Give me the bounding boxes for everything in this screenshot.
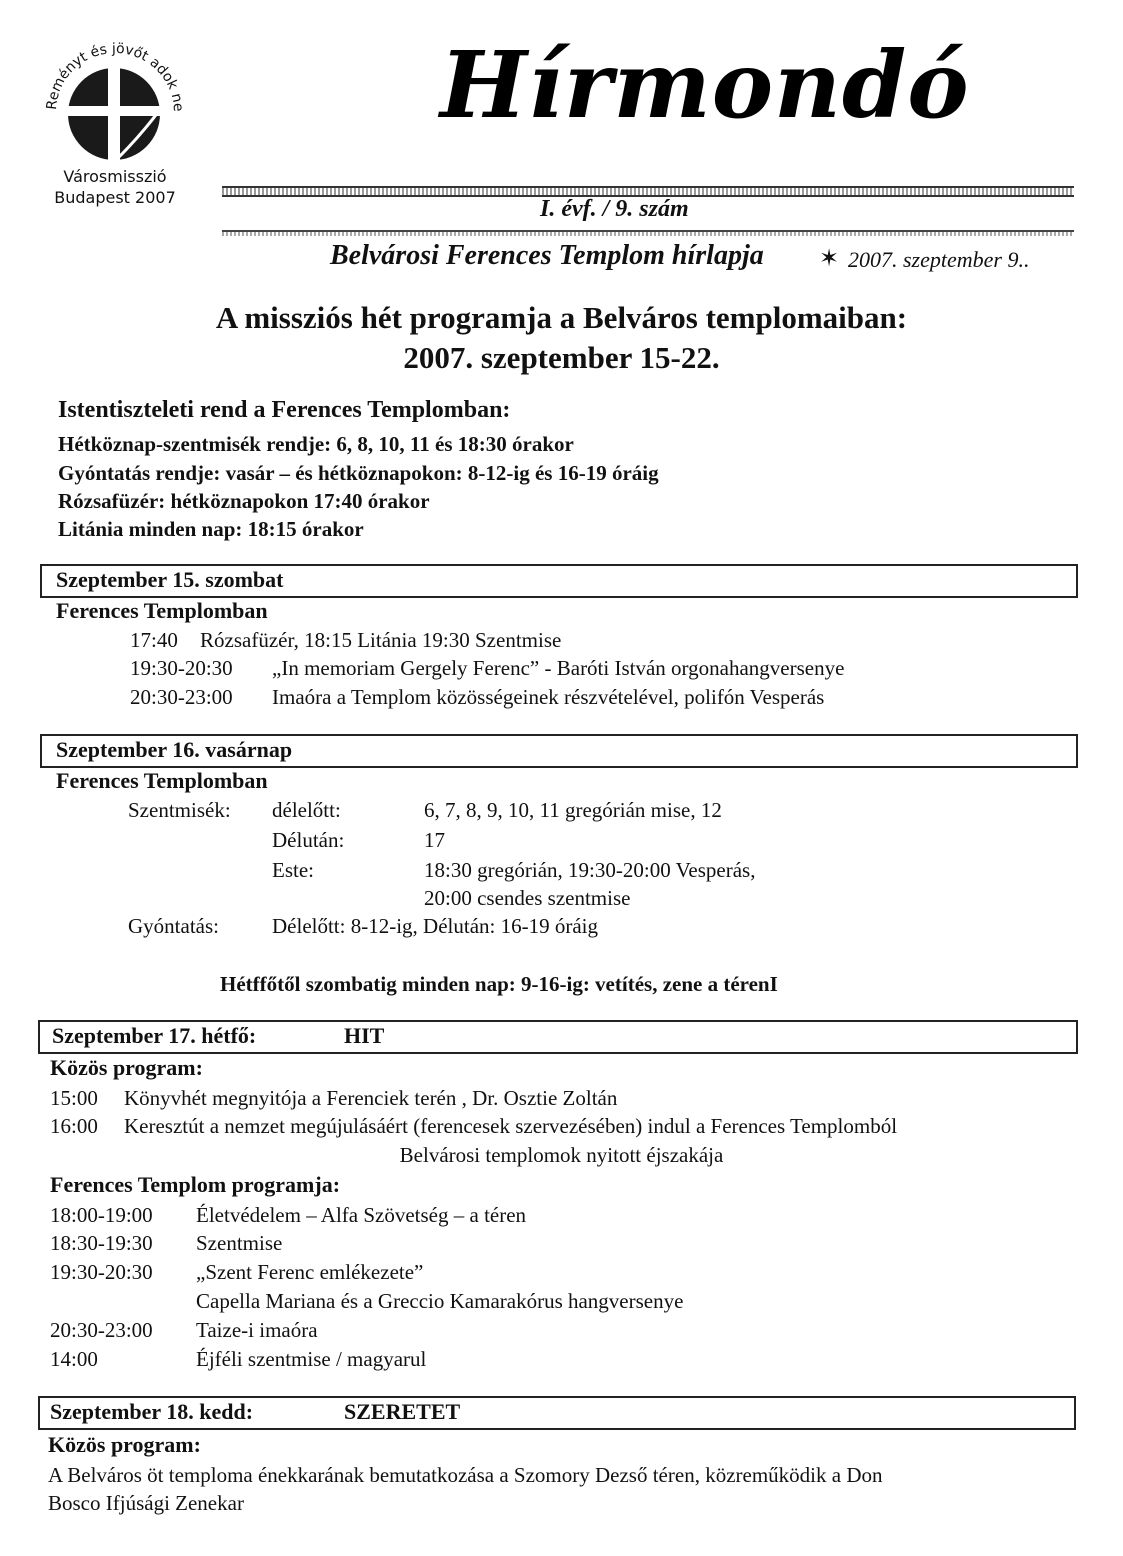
schedule-text: Capella Mariana és a Greccio Kamarakórus hangversenye: [196, 1289, 684, 1313]
issue-date: 2007. szeptember 9..: [848, 247, 1030, 272]
masses-label: Szentmisék:: [128, 798, 231, 822]
regular-heading: Istentiszteleti rend a Ferences Templomban:: [58, 397, 511, 423]
schedule-text: Rózsafüzér, 18:15 Litánia 19:30 Szentmise: [200, 628, 562, 652]
schedule-text: Életvédelem – Alfa Szövetség – a téren: [196, 1203, 527, 1227]
schedule-time: 15:00: [50, 1086, 98, 1110]
masthead-rule-bottom: [222, 230, 1074, 236]
logo-city-year: Budapest 2007: [54, 188, 176, 207]
regular-line: Rózsafüzér: hétköznapokon 17:40 órakor: [58, 489, 430, 513]
night-note: Belvárosi templomok nyitott éjszakája: [399, 1143, 724, 1167]
mass-times: 17: [424, 828, 445, 852]
day-theme: SZERETET: [344, 1399, 461, 1424]
mass-period: Este:: [272, 858, 314, 882]
schedule-time: 19:30-20:30: [50, 1260, 153, 1284]
logo-cross-globe-icon: [38, 18, 188, 178]
schedule-time: 20:30-23:00: [50, 1318, 153, 1342]
day-title: Szeptember 16. vasárnap: [56, 737, 293, 762]
schedule-text: „In memoriam Gergely Ferenc” - Baróti István orgonahangversenye: [272, 656, 845, 680]
schedule-time: 19:30-20:30: [130, 656, 233, 680]
schedule-text: „Szent Ferenc emlékezete”: [196, 1260, 424, 1284]
regular-line: Gyóntatás rendje: vasár – és hétköznapokon: 8-12-ig és 16-19 óráig: [58, 461, 659, 485]
day-title: Szeptember 15. szombat: [56, 567, 284, 592]
schedule-time: 18:30-19:30: [50, 1231, 153, 1255]
confession-times: Délelőtt: 8-12-ig, Délután: 16-19 óráig: [272, 914, 599, 938]
confession-label: Gyóntatás:: [128, 914, 219, 938]
star-icon: ✶: [819, 246, 840, 272]
day-title: Szeptember 17. hétfő:: [52, 1023, 257, 1048]
day-title: Szeptember 18. kedd:: [50, 1399, 254, 1424]
regular-line: Litánia minden nap: 18:15 órakor: [58, 517, 364, 541]
schedule-time: 17:40: [130, 628, 178, 652]
common-program-label: Közös program:: [48, 1432, 201, 1457]
issue-number: I. évf. / 9. szám: [540, 196, 689, 222]
schedule-time: 16:00: [50, 1114, 98, 1138]
day-header-sep17: [38, 1020, 1078, 1054]
schedule-time: 14:00: [50, 1347, 98, 1371]
logo-caption: [40, 166, 190, 208]
weekly-note: Hétffőtől szombatig minden nap: 9-16-ig: vetítés, zene a térenI: [220, 972, 778, 996]
mass-times: 6, 7, 8, 9, 10, 11 gregórián mise, 12: [424, 798, 722, 822]
schedule-time: 18:00-19:00: [50, 1203, 153, 1227]
masthead-title: Hírmondó: [440, 31, 970, 139]
schedule-text: Könyvhét megnyitója a Ferenciek terén , Dr. Osztie Zoltán: [124, 1086, 618, 1110]
common-program-label: Közös program:: [50, 1055, 203, 1080]
program-description: Bosco Ifjúsági Zenekar: [48, 1491, 244, 1515]
logo-org: Városmisszió: [63, 167, 167, 186]
mass-period: Délután:: [272, 828, 345, 852]
mass-times: 18:30 gregórián, 19:30-20:00 Vesperás,: [424, 858, 756, 882]
program-description: A Belváros öt temploma énekkarának bemutatkozása a Szomory Dezső téren, közreműködik a Don: [48, 1463, 883, 1487]
schedule-text: Imaóra a Templom közösségeinek részvételével, polifón Vesperás: [272, 685, 825, 709]
schedule-text: Szentmise: [196, 1231, 283, 1255]
headline-line1: A missziós hét programja a Belváros templomaiban:: [215, 300, 908, 335]
day-header-sep16: [40, 734, 1078, 768]
schedule-time: 20:30-23:00: [130, 685, 233, 709]
masthead-subtitle: Belvárosi Ferences Templom hírlapja: [330, 240, 764, 271]
schedule-text: Keresztút a nemzet megújulásáért (ferencesek szervezésében) indul a Ferences Templomból: [124, 1114, 898, 1138]
day-theme: HIT: [344, 1023, 385, 1048]
place-label: Ferences Templomban: [56, 768, 268, 793]
logo: [38, 18, 188, 178]
regular-line: Hétköznap-szentmisék rendje: 6, 8, 10, 11 és 18:30 órakor: [58, 432, 574, 456]
schedule-text: Taize-i imaóra: [196, 1318, 318, 1342]
logo-motto: Reményt és jövőt adok ne: [43, 40, 187, 113]
place-label: Ferences Templomban: [56, 598, 268, 623]
mass-period: délelőtt:: [272, 798, 341, 822]
program-label: Ferences Templom programja:: [50, 1172, 341, 1197]
headline-line2: 2007. szeptember 15-22.: [403, 340, 720, 375]
day-header-sep15: [40, 564, 1078, 598]
mass-times: 20:00 csendes szentmise: [424, 886, 631, 910]
schedule-text: Éjféli szentmise / magyarul: [196, 1347, 427, 1371]
day-header-sep18: [38, 1396, 1076, 1430]
